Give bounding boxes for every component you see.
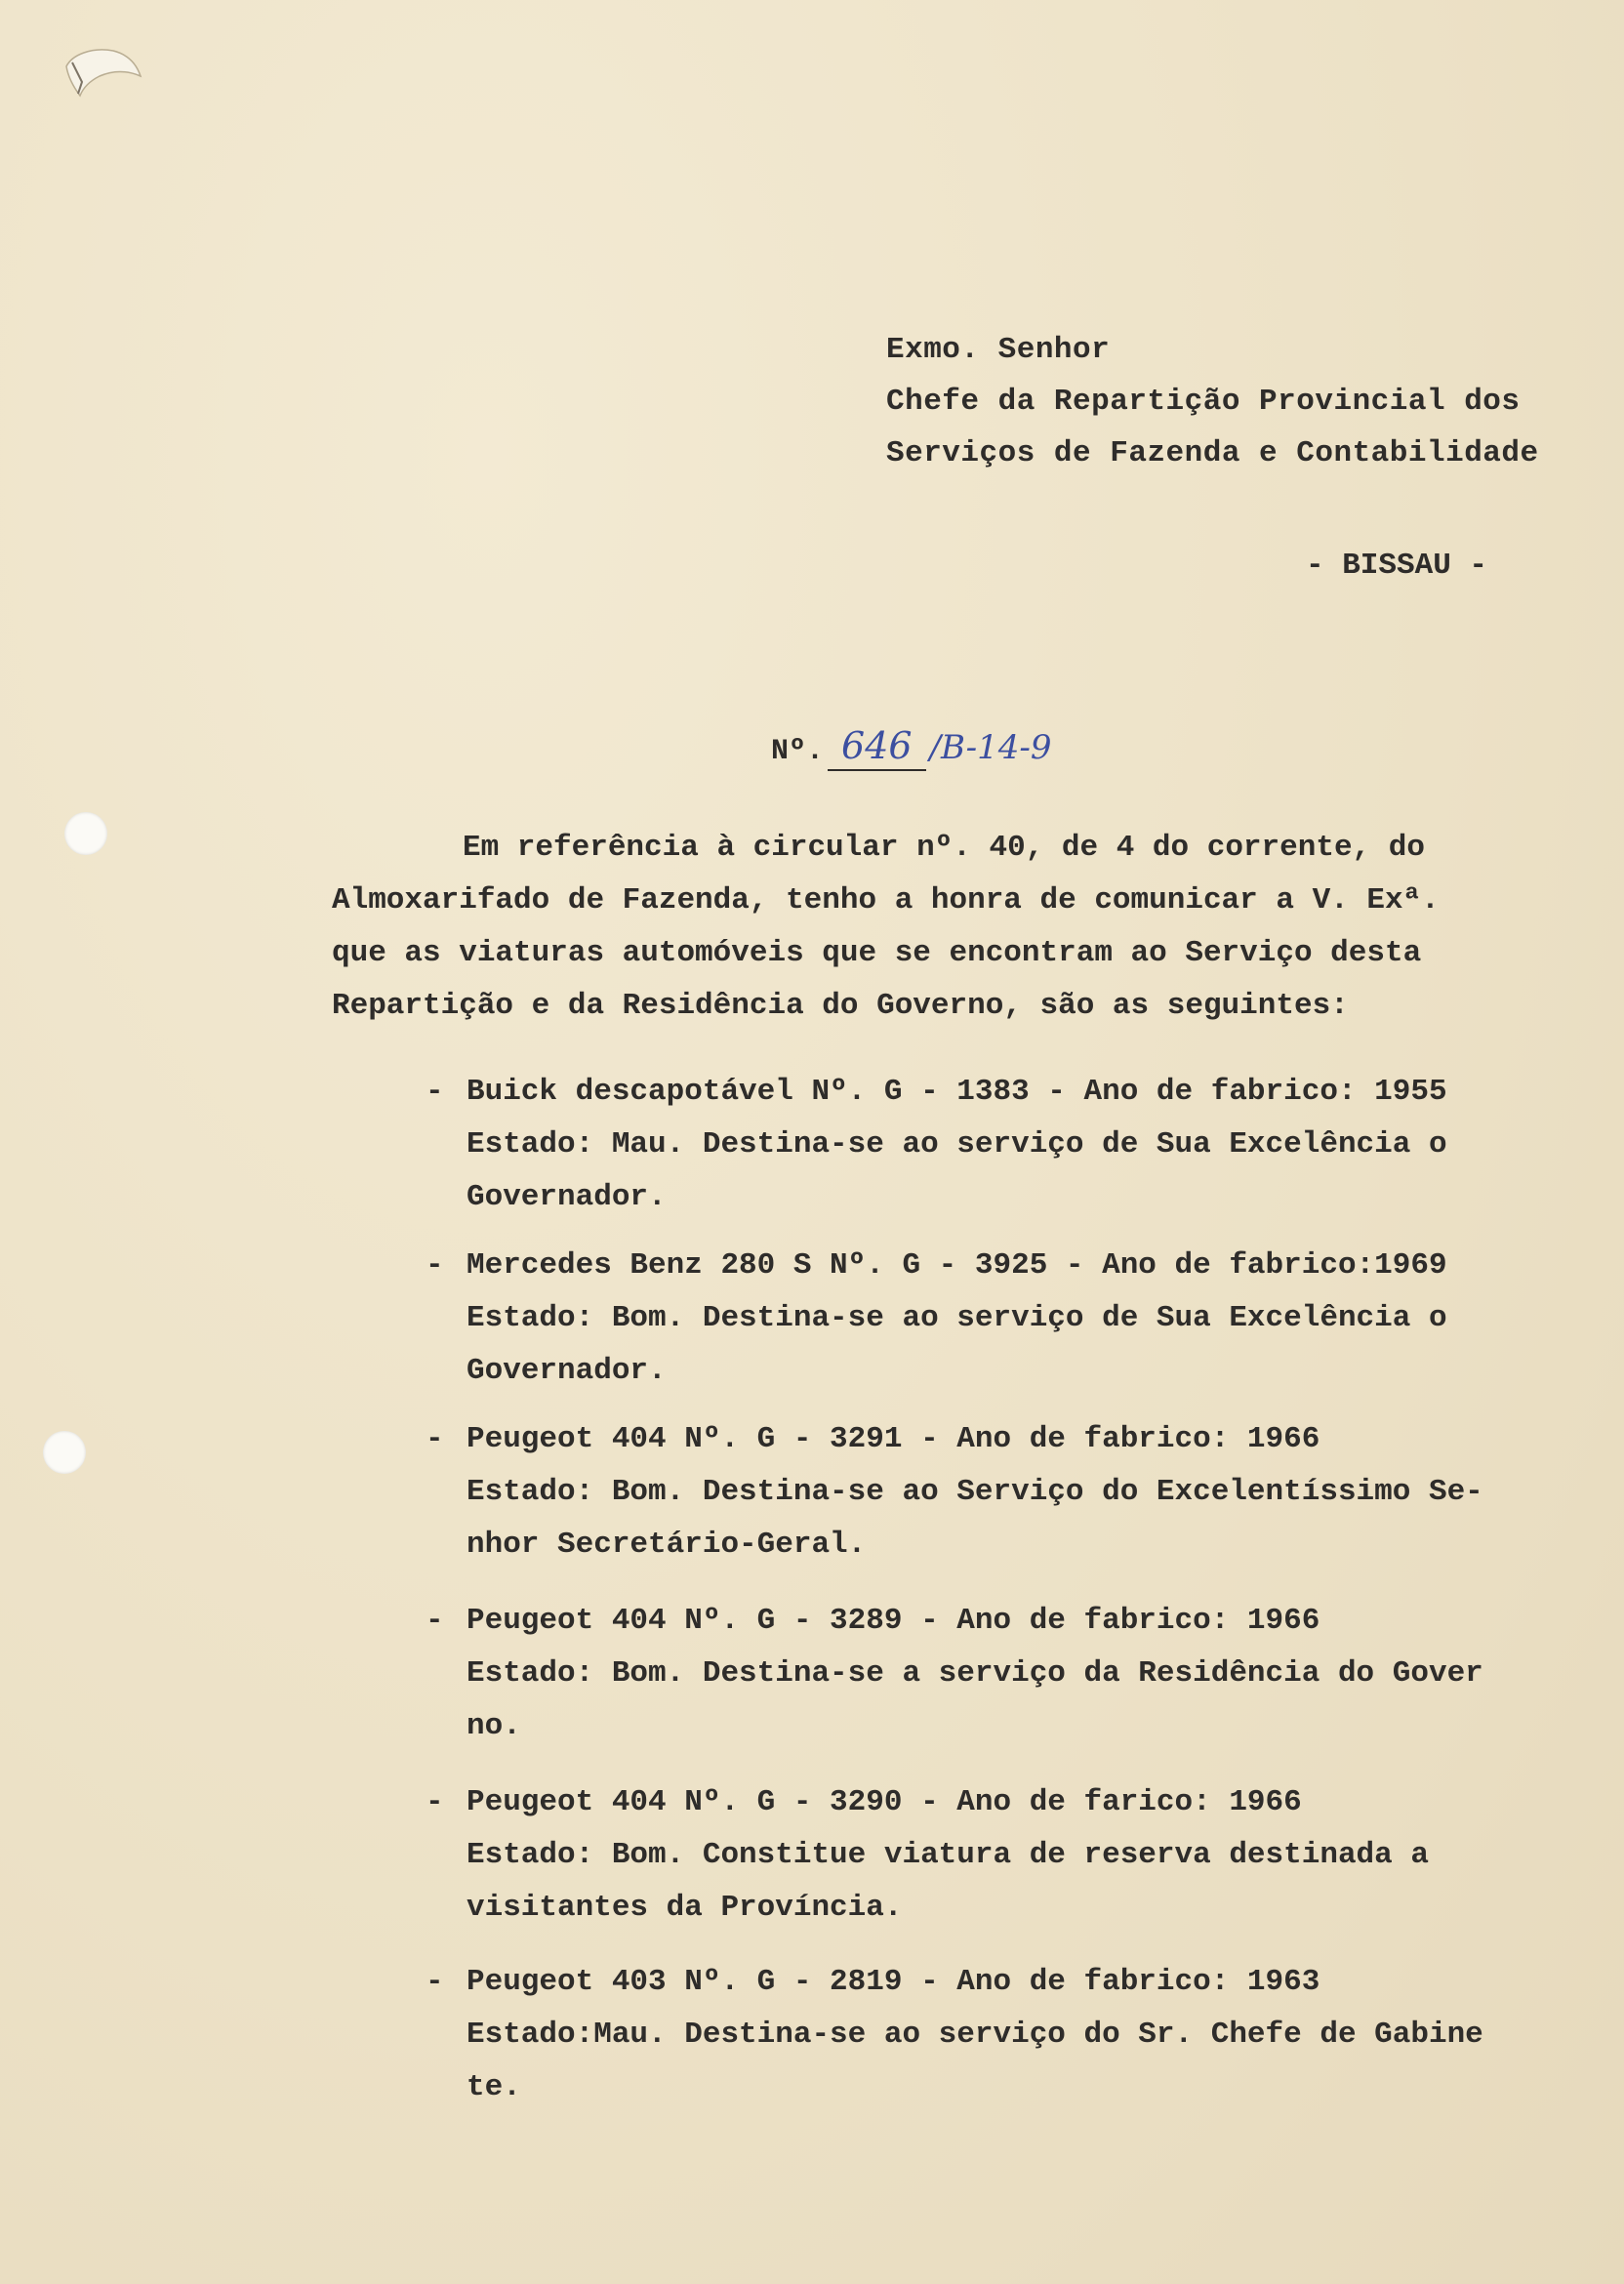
list-dash: - xyxy=(426,1785,444,1819)
intro-line-2: Almoxarifado de Fazenda, tenho a honra de comunicar a V. Exª. xyxy=(332,883,1440,918)
addressee-line-3: Serviços de Fazenda e Contabilidade xyxy=(886,436,1539,470)
vehicle-heading: Mercedes Benz 280 S Nº. G - 3925 - Ano de fabrico:1969 xyxy=(467,1248,1447,1283)
vehicle-continuation-line: visitantes da Província. xyxy=(467,1891,903,1925)
vehicle-item xyxy=(426,1066,1558,1224)
vehicle-status-line: Estado: Mau. Destina-se ao serviço de Sua Excelência o xyxy=(467,1127,1447,1162)
vehicle-status-line: Estado: Bom. Destina-se ao serviço de Sua Excelência o xyxy=(467,1301,1447,1335)
handwritten-number: 646 xyxy=(828,724,926,771)
vehicle-status-line: Estado: Bom. Constitue viatura de reserva destinada a xyxy=(467,1838,1429,1872)
vehicle-status-line: Estado: Bom. Destina-se a serviço da Residência do Gover xyxy=(467,1656,1483,1691)
list-dash: - xyxy=(426,1248,444,1283)
city-line: - BISSAU - xyxy=(1306,549,1488,583)
vehicle-status-line: Estado: Bom. Destina-se ao Serviço do Excelentíssimo Se- xyxy=(467,1475,1483,1509)
list-dash: - xyxy=(426,1965,444,1999)
vehicle-continuation-line: te. xyxy=(467,2070,521,2104)
vehicle-status-line: Estado:Mau. Destina-se ao serviço do Sr. Chefe de Gabine xyxy=(467,2018,1483,2052)
list-dash: - xyxy=(426,1604,444,1638)
vehicle-continuation-line: nhor Secretário-Geral. xyxy=(467,1528,867,1562)
intro-paragraph xyxy=(332,822,1562,1033)
reference-number xyxy=(771,724,1052,771)
vehicle-heading: Peugeot 404 Nº. G - 3289 - Ano de fabrico: 1966 xyxy=(467,1604,1320,1638)
intro-line-3: que as viaturas automóveis que se encontram ao Serviço desta xyxy=(332,936,1422,970)
torn-corner-mark xyxy=(53,37,146,105)
addressee-line-1: Exmo. Senhor xyxy=(886,333,1111,367)
vehicle-heading: Peugeot 404 Nº. G - 3291 - Ano de fabrico: 1966 xyxy=(467,1422,1320,1456)
addressee-block xyxy=(886,324,1539,479)
addressee-line-2: Chefe da Repartição Provincial dos xyxy=(886,385,1521,419)
vehicle-item xyxy=(426,1776,1558,1935)
list-dash: - xyxy=(426,1422,444,1456)
binder-hole-bottom xyxy=(43,1431,86,1474)
list-dash: - xyxy=(426,1075,444,1109)
vehicle-heading: Peugeot 404 Nº. G - 3290 - Ano de farico: 1966 xyxy=(467,1785,1302,1819)
vehicle-continuation-line: Governador. xyxy=(467,1180,667,1214)
vehicle-item xyxy=(426,1413,1558,1571)
vehicle-heading: Peugeot 403 Nº. G - 2819 - Ano de fabrico: 1963 xyxy=(467,1965,1320,1999)
handwritten-code: /B-14-9 xyxy=(929,728,1052,767)
vehicle-item xyxy=(426,1595,1558,1753)
vehicle-continuation-line: no. xyxy=(467,1709,521,1743)
vehicle-item xyxy=(426,1956,1558,2114)
intro-line-1: Em referência à circular nº. 40, de 4 do corrente, do xyxy=(463,831,1425,865)
intro-line-4: Repartição e da Residência do Governo, são as seguintes: xyxy=(332,989,1349,1023)
vehicle-item xyxy=(426,1240,1558,1398)
binder-hole-top xyxy=(64,812,107,855)
reference-label: Nº. xyxy=(771,735,825,768)
vehicle-continuation-line: Governador. xyxy=(467,1354,667,1388)
vehicle-heading: Buick descapotável Nº. G - 1383 - Ano de fabrico: 1955 xyxy=(467,1075,1447,1109)
